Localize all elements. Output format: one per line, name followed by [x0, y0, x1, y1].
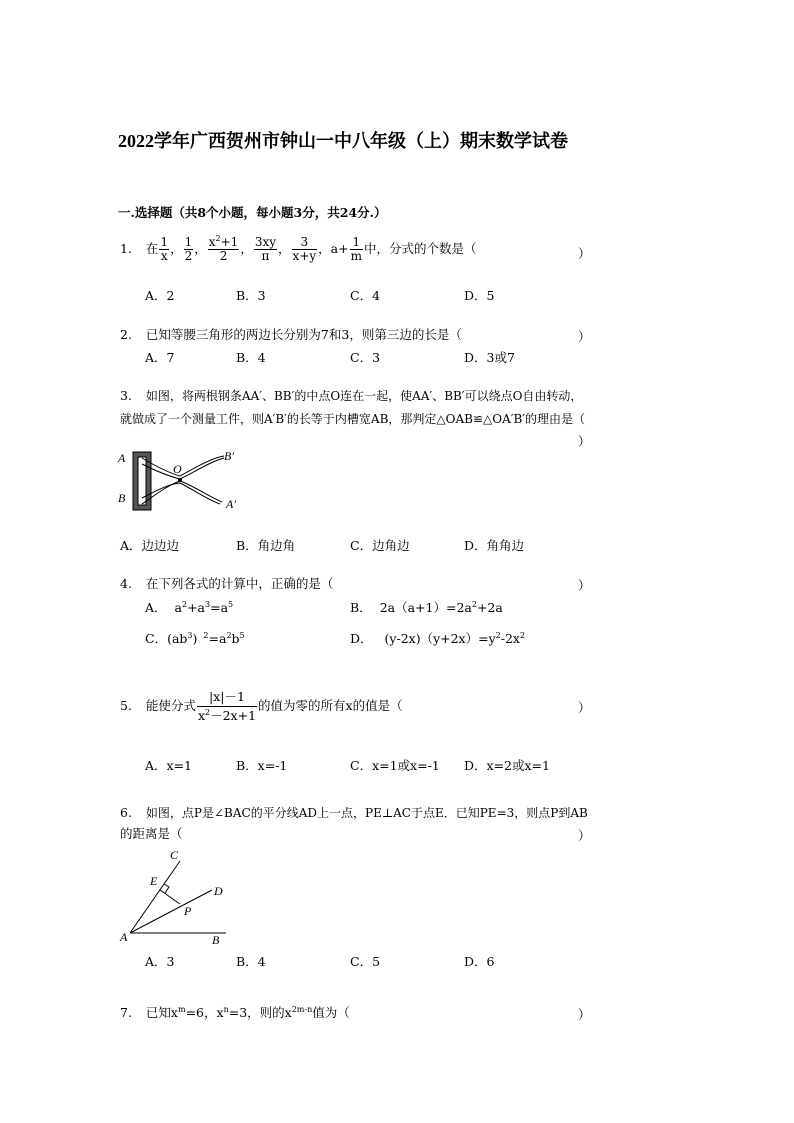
- label-b-prime: B′: [224, 449, 234, 463]
- option-b: B．3: [236, 288, 266, 303]
- option-c: C．边角边: [350, 538, 410, 553]
- question-text: 在: [145, 241, 159, 256]
- answer-paren-close: ）: [578, 329, 591, 344]
- option-b: B．角边角: [236, 538, 296, 553]
- measuring-tool-figure: [114, 446, 254, 516]
- question-number: 5.: [120, 698, 132, 713]
- label-o: O: [173, 462, 182, 476]
- question-text-line2: 的距离是（: [120, 826, 183, 841]
- label-a-prime: A′: [226, 497, 236, 511]
- fraction-1-over-m: $\frac{1}{m}$: [350, 235, 362, 263]
- option-d: D．3或7: [464, 350, 515, 365]
- question-6: [120, 805, 588, 821]
- question-4: [120, 576, 333, 592]
- fraction-3-over-xplusy: $\frac{3}{x+y}$: [292, 235, 317, 263]
- question-number: 2.: [120, 327, 132, 342]
- option-c: C．4: [350, 288, 381, 303]
- answer-paren-close: ）: [578, 578, 591, 593]
- option-c: C．x=1或x=-1: [350, 758, 440, 773]
- option-b: B．x=-1: [236, 758, 288, 773]
- option-a: A．2: [145, 288, 175, 303]
- answer-paren-close: ）: [578, 246, 591, 261]
- fraction-abs-x-minus-1: $\frac{|x|-1}{x^2-2x+1}$: [197, 689, 257, 723]
- option-d: D．x=2或x=1: [464, 758, 550, 773]
- question-text-line1: 如图，将两根钢条AA′、BB′的中点O连在一起，使AA′、BB′可以绕点O自由转动，: [145, 389, 583, 403]
- option-c: C．$(ab^3)$ $^2=a^2b^5$: [145, 631, 245, 646]
- option-a: A．3: [145, 954, 175, 969]
- question-text-line1: 如图，点P是∠BAC的平分线AD上一点，PE⊥AC于点E．已知PE=3，则点P到AB: [145, 806, 588, 820]
- question-text-line2: 就做成了一个测量工件，则A′B′的长等于内槽宽AB，那判定△OAB≌△OA′B′的理由是（: [120, 412, 586, 426]
- fraction-1-over-x: $\frac{1}{x}$: [160, 235, 169, 263]
- label-e: E: [150, 874, 158, 888]
- question-text: 已知等腰三角形的两边长分别为7和3，则第三边的长是（: [145, 327, 462, 342]
- option-d: D．角角边: [464, 538, 525, 553]
- question-5: 5. 能使分式 $\frac{|x|-1}{x^2-2x+1}$ 的值为零的所有x的值是（: [120, 689, 403, 723]
- label-b: B: [118, 491, 126, 505]
- question-text: 在下列各式的计算中，正确的是（: [145, 576, 334, 591]
- option-b: B．4: [236, 350, 266, 365]
- answer-paren-close: ）: [578, 828, 591, 843]
- question-number: 1.: [120, 241, 132, 256]
- label-a: A: [120, 930, 128, 944]
- option-a: A． $a^2+a^3=a^5$: [145, 600, 234, 615]
- fraction-x2plus1-over-2: $\frac{x^2+1}{2}$: [208, 234, 239, 263]
- question-2: [120, 327, 462, 343]
- question-number: 6.: [120, 805, 132, 820]
- label-c: C: [170, 848, 179, 862]
- question-number: 7.: [120, 1005, 132, 1020]
- section-heading: 一.选择题（共8个小题，每小题3分，共24分.）: [118, 205, 387, 220]
- option-d: D． $(y-2x)(y+2x)=y^2-2x^2$: [350, 631, 526, 646]
- option-b: B． $2a(a+1)=2a^2+2a$: [350, 600, 503, 615]
- option-b: B．4: [236, 954, 266, 969]
- option-c: C．3: [350, 350, 381, 365]
- answer-paren-close: ）: [578, 434, 591, 449]
- label-a: A: [118, 451, 126, 465]
- fraction-1-over-2: $\frac{1}{2}$: [184, 235, 193, 263]
- question-number: 4.: [120, 576, 132, 591]
- option-c: C．5: [350, 954, 381, 969]
- angle-bisector-figure: [116, 845, 236, 947]
- question-text: 能使分式: [145, 698, 196, 713]
- answer-paren-close: ）: [578, 1007, 591, 1022]
- option-a: A．边边边: [120, 538, 180, 553]
- question-number: 3.: [120, 388, 132, 403]
- fraction-3xy-over-pi: $\frac{3xy}{\pi}$: [254, 235, 277, 263]
- option-d: D．6: [464, 954, 495, 969]
- label-b: B: [212, 933, 220, 947]
- option-d: D．5: [464, 288, 495, 303]
- option-a: A．7: [145, 350, 175, 365]
- question-3: [120, 388, 582, 404]
- label-p: P: [184, 904, 192, 918]
- option-a: A．x=1: [145, 758, 193, 773]
- answer-paren-close: ）: [578, 700, 591, 715]
- label-d: D: [214, 884, 223, 898]
- question-1: 1. 在 $\frac{1}{x}$ ， $\frac{1}{2}$ ， $\frac{x^2+1}{2}$ ， $\frac{3xy}{\pi}$ ， $\frac{3}{x+y}$ ，a+ $\frac{1}{m}$ 中，分式的个数是（: [120, 234, 477, 263]
- question-7: 7. 已知$x^m=6$，$x^n=3$，则的$x^{2m-n}$值为（: [120, 1005, 350, 1020]
- page-title: 2022学年广西贺州市钟山一中八年级（上）期末数学试卷: [118, 131, 568, 151]
